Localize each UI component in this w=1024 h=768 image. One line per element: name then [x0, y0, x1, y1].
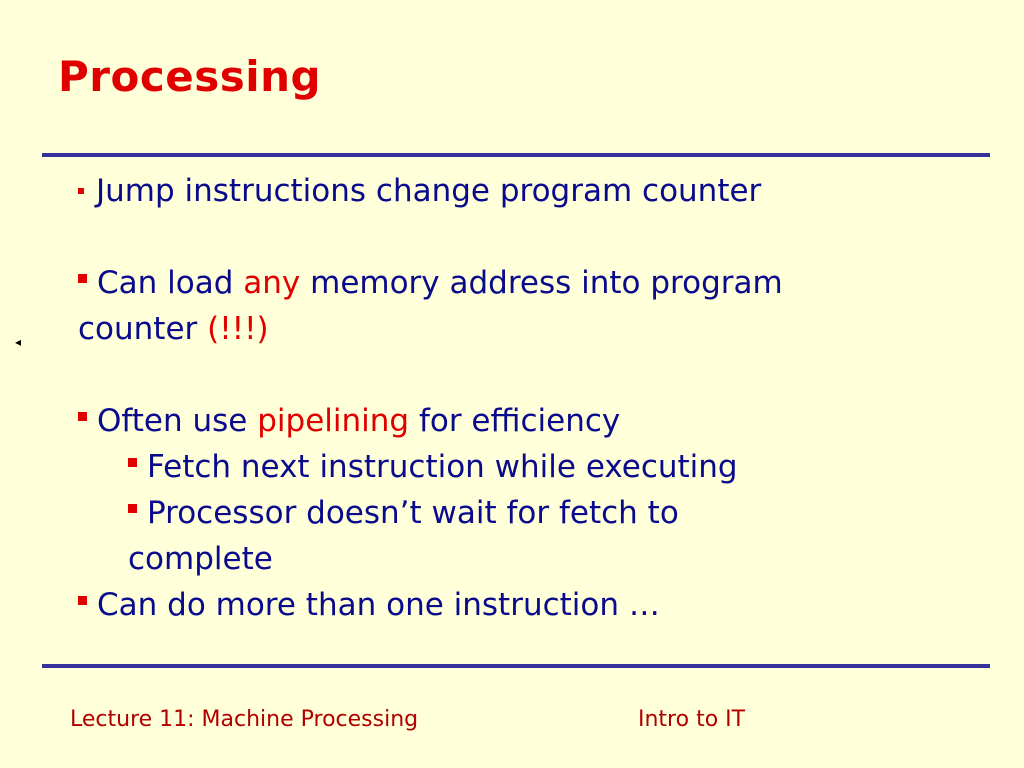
subbullet-text: Fetch next instruction while executing — [147, 449, 738, 485]
square-bullet-icon — [78, 596, 87, 605]
square-bullet-icon — [128, 458, 137, 467]
bullet-text-part: Often use — [97, 403, 258, 439]
highlight-pipelining: pipelining — [257, 403, 410, 439]
bullet-pipelining — [78, 398, 978, 444]
subbullet-processor-wait — [78, 490, 978, 536]
top-divider — [42, 153, 990, 157]
spacer — [78, 214, 978, 260]
bullet-jump-instructions — [78, 168, 978, 214]
bullet-text: Jump instructions change program counter — [96, 173, 762, 209]
subbullet-processor-wait-cont — [78, 536, 978, 582]
cursor-arrow-icon: ◂ — [15, 335, 22, 349]
bullet-more-than-one — [78, 582, 978, 628]
bullet-text-part: for efficiency — [409, 403, 621, 439]
bottom-divider — [42, 664, 990, 668]
square-bullet-icon — [78, 412, 87, 421]
bullet-load-address-cont — [78, 306, 978, 352]
square-bullet-icon — [78, 188, 84, 194]
slide-title: Processing — [58, 52, 322, 101]
subbullet-text: complete — [128, 541, 273, 577]
bullet-text: Can do more than one instruction … — [97, 587, 660, 623]
highlight-exclamation: (!!!) — [207, 311, 269, 347]
bullet-text-part: memory address into program — [300, 265, 783, 301]
footer-course-title: Intro to IT — [638, 707, 746, 732]
bullet-text-part: Can load — [97, 265, 244, 301]
spacer — [78, 352, 978, 398]
square-bullet-icon — [78, 274, 87, 283]
bullet-list — [78, 168, 978, 628]
bullet-text-part: counter — [78, 311, 208, 347]
square-bullet-icon — [128, 504, 137, 513]
bullet-load-address — [78, 260, 978, 306]
footer-lecture-title: Lecture 11: Machine Processing — [70, 707, 419, 732]
highlight-any: any — [243, 265, 301, 301]
subbullet-text: Processor doesn’t wait for fetch to — [147, 495, 679, 531]
subbullet-fetch-next — [78, 444, 978, 490]
